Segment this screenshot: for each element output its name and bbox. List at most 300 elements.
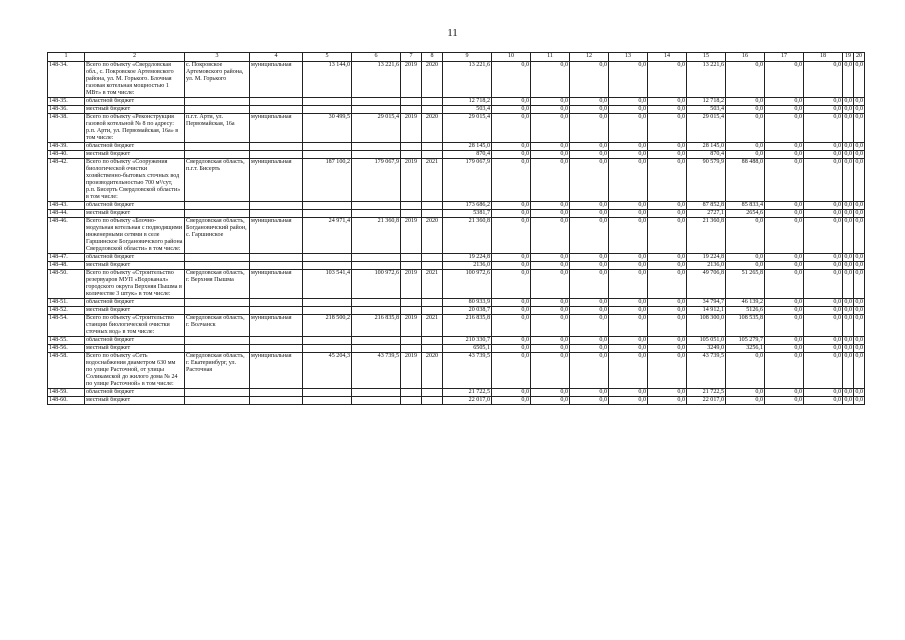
amount-cell: 0,0 [854, 218, 865, 254]
ownership-cell [250, 202, 303, 210]
amount-cell: 0,0 [648, 202, 687, 210]
amount-cell: 0,0 [855, 202, 863, 208]
amount-cell: 870,4 [687, 151, 726, 159]
budget-source-cell: местный бюджет [85, 262, 185, 270]
amount-cell [352, 299, 401, 307]
amount-cell: 0,0 [648, 218, 687, 254]
amount-cell: 43 739,5 [687, 353, 726, 389]
column-number-cell: 19 [843, 53, 854, 62]
row-number-cell: 148-51. [48, 299, 85, 307]
amount-cell [303, 98, 352, 106]
year-cell: 2019 [401, 315, 422, 337]
amount-cell: 0,0 [765, 210, 804, 218]
object-total-row [48, 114, 865, 143]
row-number-cell: 148-50. [48, 270, 85, 299]
amount-cell: 0,0 [570, 397, 609, 405]
amount-cell: 0,0 [570, 337, 609, 345]
location-cell [185, 307, 250, 315]
budget-source-cell: местный бюджет [85, 106, 185, 114]
amount-cell: 0,0 [804, 106, 843, 114]
ownership-cell [250, 389, 303, 397]
amount-cell: 870,4 [443, 151, 492, 159]
amount-cell: 0,0 [765, 270, 804, 299]
amount-cell: 21 360,8 [687, 218, 726, 254]
amount-cell: 0,0 [492, 98, 531, 106]
amount-cell: 0,0 [492, 299, 531, 307]
amount-cell [352, 262, 401, 270]
amount-cell: 0,0 [531, 270, 570, 299]
amount-cell: 0,0 [726, 254, 765, 262]
amount-cell: 5381,7 [443, 210, 492, 218]
amount-cell: 0,0 [855, 307, 863, 313]
amount-cell: 187 100,2 [303, 159, 352, 202]
ownership-cell [250, 397, 303, 405]
amount-cell: 0,0 [648, 315, 687, 337]
column-number-cell: 8 [422, 53, 443, 62]
amount-cell: 43 739,5 [443, 353, 492, 389]
amount-cell: 0,0 [648, 114, 687, 143]
year-cell [422, 397, 443, 405]
amount-cell: 19 224,8 [687, 254, 726, 262]
amount-cell: 0,0 [609, 151, 648, 159]
amount-cell: 0,0 [726, 262, 765, 270]
object-description-cell: Всего по объекту «Строительство станции биологической очистки сточных вод» в том числе: [85, 315, 185, 337]
amount-cell: 0,0 [609, 143, 648, 151]
column-number-cell: 20 [854, 53, 865, 62]
column-number-cell: 4 [250, 53, 303, 62]
year-cell [422, 262, 443, 270]
amount-cell: 0,0 [492, 114, 531, 143]
amount-cell: 0,0 [648, 345, 687, 353]
location-cell [185, 254, 250, 262]
amount-cell: 0,0 [492, 345, 531, 353]
object-total-row [48, 62, 865, 98]
amount-cell: 0,0 [765, 202, 804, 210]
location-cell: с. Покровское Артемовского района, ул. М. Горького [185, 62, 250, 98]
column-number-cell: 3 [185, 53, 250, 62]
amount-cell: 19 224,8 [443, 254, 492, 262]
year-cell [401, 143, 422, 151]
amount-cell [352, 210, 401, 218]
amount-cell [303, 299, 352, 307]
amount-cell: 6505,1 [443, 345, 492, 353]
amount-cell: 0,0 [844, 98, 852, 104]
amount-cell: 0,0 [843, 159, 854, 202]
amount-cell: 0,0 [531, 345, 570, 353]
amount-cell: 0,0 [804, 307, 843, 315]
amount-cell: 22 017,0 [443, 397, 492, 405]
amount-cell: 0,0 [570, 299, 609, 307]
location-cell: Свердловская область, Богдановичский район, с. Гаршинское [185, 218, 250, 254]
amount-cell: 0,0 [648, 106, 687, 114]
column-number-cell: 11 [531, 53, 570, 62]
amount-cell: 0,0 [726, 353, 765, 389]
amount-cell: 0,0 [492, 159, 531, 202]
amount-cell: 29 015,4 [352, 114, 401, 143]
amount-cell [303, 337, 352, 345]
amount-cell: 0,0 [843, 353, 854, 389]
amount-cell: 0,0 [765, 151, 804, 159]
amount-cell: 0,0 [855, 254, 863, 260]
budget-source-cell: местный бюджет [85, 345, 185, 353]
amount-cell: 80 933,9 [443, 299, 492, 307]
amount-cell: 0,0 [609, 254, 648, 262]
amount-cell: 0,0 [726, 389, 765, 397]
location-cell: п.г.т. Арти, ул. Первомайская, 16а [185, 114, 250, 143]
amount-cell: 0,0 [648, 262, 687, 270]
amount-cell: 0,0 [844, 210, 852, 216]
amount-cell: 0,0 [855, 106, 863, 112]
amount-cell: 0,0 [531, 62, 570, 98]
amount-cell: 0,0 [804, 299, 843, 307]
amount-cell: 0,0 [609, 210, 648, 218]
ownership-cell: муниципальная [250, 353, 303, 389]
row-number-cell: 148-55. [48, 337, 85, 345]
column-number-cell: 17 [765, 53, 804, 62]
amount-cell: 0,0 [609, 98, 648, 106]
year-cell [422, 337, 443, 345]
year-cell: 2019 [401, 353, 422, 389]
amount-cell: 503,4 [443, 106, 492, 114]
amount-cell: 0,0 [648, 307, 687, 315]
amount-cell: 0,0 [570, 151, 609, 159]
amount-cell: 0,0 [609, 353, 648, 389]
amount-cell: 173 686,2 [443, 202, 492, 210]
ownership-cell: муниципальная [250, 114, 303, 143]
amount-cell: 3249,0 [687, 345, 726, 353]
year-cell [422, 143, 443, 151]
row-number-cell: 148-59. [48, 389, 85, 397]
year-cell [401, 210, 422, 218]
amount-cell: 0,0 [765, 353, 804, 389]
amount-cell: 0,0 [648, 254, 687, 262]
amount-cell: 100 972,6 [352, 270, 401, 299]
budget-source-cell: областной бюджет [85, 143, 185, 151]
amount-cell: 0,0 [492, 270, 531, 299]
amount-cell: 0,0 [648, 151, 687, 159]
ownership-cell: муниципальная [250, 218, 303, 254]
object-description-cell: Всего по объекту «Строительство резервуаров МУП «Водоканал» городского округа Верхняя Пышма в количестве 3 штук» в том числе: [85, 270, 185, 299]
amount-cell: 0,0 [844, 202, 852, 208]
amount-cell [352, 307, 401, 315]
year-cell: 2020 [422, 62, 443, 98]
amount-cell: 0,0 [765, 254, 804, 262]
amount-cell: 3256,1 [726, 345, 765, 353]
location-cell: Свердловская область, г. Верхняя Пышма [185, 270, 250, 299]
ownership-cell: муниципальная [250, 62, 303, 98]
amount-cell: 21 722,5 [687, 389, 726, 397]
amount-cell: 2654,6 [726, 210, 765, 218]
amount-cell [352, 397, 401, 405]
amount-cell: 0,0 [570, 210, 609, 218]
budget-source-cell: местный бюджет [85, 307, 185, 315]
year-cell [401, 299, 422, 307]
amount-cell: 0,0 [844, 143, 852, 149]
amount-cell: 0,0 [531, 254, 570, 262]
amount-cell: 0,0 [804, 254, 843, 262]
amount-cell: 0,0 [804, 389, 843, 397]
amount-cell [352, 143, 401, 151]
amount-cell [352, 345, 401, 353]
amount-cell: 0,0 [765, 62, 804, 98]
year-cell [422, 151, 443, 159]
column-number-cell: 16 [726, 53, 765, 62]
year-cell [422, 106, 443, 114]
amount-cell: 0,0 [855, 143, 863, 149]
amount-cell: 29 015,4 [687, 114, 726, 143]
amount-cell: 0,0 [609, 307, 648, 315]
amount-cell [352, 98, 401, 106]
budget-source-cell: местный бюджет [85, 397, 185, 405]
page-number: 11 [447, 27, 458, 39]
ownership-cell [250, 210, 303, 218]
amount-cell: 0,0 [804, 151, 843, 159]
amount-cell: 29 015,4 [443, 114, 492, 143]
location-cell: Свердловская область, п.г.т. Бисерть [185, 159, 250, 202]
row-number-cell: 148-39. [48, 143, 85, 151]
amount-cell: 0,0 [648, 270, 687, 299]
amount-cell: 0,0 [609, 262, 648, 270]
amount-cell: 28 145,0 [443, 143, 492, 151]
year-cell [422, 98, 443, 106]
amount-cell [352, 151, 401, 159]
amount-cell: 12 718,2 [443, 98, 492, 106]
amount-cell: 103 541,4 [303, 270, 352, 299]
ownership-cell [250, 143, 303, 151]
amount-cell [303, 210, 352, 218]
year-cell [401, 254, 422, 262]
amount-cell: 90 579,9 [687, 159, 726, 202]
amount-cell: 0,0 [531, 159, 570, 202]
ownership-cell: муниципальная [250, 159, 303, 202]
year-cell [422, 389, 443, 397]
amount-cell: 0,0 [765, 218, 804, 254]
budget-source-row [48, 397, 865, 405]
amount-cell: 0,0 [855, 389, 863, 395]
amount-cell: 0,0 [492, 307, 531, 315]
amount-cell: 0,0 [531, 389, 570, 397]
row-number-cell: 148-54. [48, 315, 85, 337]
amount-cell: 0,0 [609, 218, 648, 254]
budget-source-row [48, 307, 865, 315]
amount-cell: 0,0 [854, 270, 865, 299]
budget-source-row [48, 262, 865, 270]
column-number-cell: 13 [609, 53, 648, 62]
amount-cell: 0,0 [648, 389, 687, 397]
column-number-cell: 10 [492, 53, 531, 62]
location-cell [185, 143, 250, 151]
amount-cell: 0,0 [609, 159, 648, 202]
amount-cell: 49 706,8 [687, 270, 726, 299]
year-cell [401, 337, 422, 345]
amount-cell: 0,0 [531, 353, 570, 389]
amount-cell: 210 330,7 [443, 337, 492, 345]
amount-cell: 0,0 [531, 397, 570, 405]
amount-cell: 0,0 [609, 345, 648, 353]
amount-cell: 0,0 [648, 210, 687, 218]
amount-cell: 0,0 [492, 62, 531, 98]
row-number-cell: 148-47. [48, 254, 85, 262]
ownership-cell: муниципальная [250, 315, 303, 337]
amount-cell: 0,0 [570, 106, 609, 114]
amount-cell: 0,0 [492, 262, 531, 270]
column-number-cell: 5 [303, 53, 352, 62]
amount-cell: 0,0 [726, 114, 765, 143]
amount-cell: 0,0 [765, 114, 804, 143]
year-cell: 2021 [422, 270, 443, 299]
amount-cell: 105 051,0 [687, 337, 726, 345]
amount-cell: 13 221,6 [352, 62, 401, 98]
amount-cell [303, 143, 352, 151]
amount-cell: 13 221,6 [443, 62, 492, 98]
amount-cell: 0,0 [570, 254, 609, 262]
amount-cell: 21 360,8 [443, 218, 492, 254]
location-cell [185, 389, 250, 397]
row-number-cell: 148-36. [48, 106, 85, 114]
year-cell [401, 307, 422, 315]
ownership-cell [250, 307, 303, 315]
row-number-cell: 148-35. [48, 98, 85, 106]
amount-cell [303, 307, 352, 315]
amount-cell: 2727,1 [687, 210, 726, 218]
budget-source-row [48, 202, 865, 210]
budget-source-cell: областной бюджет [85, 202, 185, 210]
amount-cell: 0,0 [765, 337, 804, 345]
object-total-row [48, 270, 865, 299]
year-cell [422, 210, 443, 218]
amount-cell: 0,0 [648, 159, 687, 202]
amount-cell: 100 972,6 [443, 270, 492, 299]
amount-cell: 0,0 [492, 210, 531, 218]
amount-cell: 45 204,3 [303, 353, 352, 389]
budget-source-row [48, 151, 865, 159]
amount-cell: 0,0 [531, 218, 570, 254]
location-cell [185, 397, 250, 405]
row-number-cell: 148-40. [48, 151, 85, 159]
amount-cell: 0,0 [844, 345, 852, 351]
amount-cell: 0,0 [804, 315, 843, 337]
location-cell [185, 106, 250, 114]
amount-cell: 0,0 [492, 315, 531, 337]
amount-cell [352, 337, 401, 345]
amount-cell: 24 971,4 [303, 218, 352, 254]
budget-source-row [48, 345, 865, 353]
year-cell: 2021 [422, 315, 443, 337]
year-cell [422, 202, 443, 210]
object-total-row [48, 315, 865, 337]
location-cell [185, 337, 250, 345]
amount-cell: 0,0 [854, 315, 865, 337]
amount-cell: 0,0 [570, 159, 609, 202]
amount-cell: 0,0 [804, 98, 843, 106]
column-number-cell: 1 [48, 53, 85, 62]
budget-source-cell: областной бюджет [85, 337, 185, 345]
ownership-cell: муниципальная [250, 270, 303, 299]
amount-cell: 0,0 [570, 202, 609, 210]
amount-cell: 0,0 [531, 210, 570, 218]
ownership-cell [250, 151, 303, 159]
amount-cell: 0,0 [844, 299, 852, 305]
amount-cell: 51 265,8 [726, 270, 765, 299]
amount-cell: 87 852,8 [687, 202, 726, 210]
row-number-cell: 148-38. [48, 114, 85, 143]
column-number-cell: 15 [687, 53, 726, 62]
amount-cell: 0,0 [855, 337, 863, 343]
amount-cell: 0,0 [854, 114, 865, 143]
amount-cell: 0,0 [854, 159, 865, 202]
amount-cell: 0,0 [804, 143, 843, 151]
amount-cell: 0,0 [570, 143, 609, 151]
amount-cell: 2136,0 [687, 262, 726, 270]
amount-cell: 30 499,5 [303, 114, 352, 143]
year-cell [401, 98, 422, 106]
object-description-cell: Всего по объекту «Блочно-модульная котельная с подводящими инженерными сетями в селе Гаршинское Богдановичского района Свердловской области» в том числе: [85, 218, 185, 254]
amount-cell: 0,0 [609, 337, 648, 345]
location-cell: Свердловская область, г. Екатеринбург, ул. Расточная [185, 353, 250, 389]
column-number-cell: 2 [85, 53, 185, 62]
location-cell [185, 202, 250, 210]
amount-cell [352, 254, 401, 262]
amount-cell [352, 202, 401, 210]
year-cell: 2019 [401, 62, 422, 98]
amount-cell [303, 202, 352, 210]
amount-cell: 0,0 [648, 98, 687, 106]
amount-cell [303, 397, 352, 405]
amount-cell [303, 389, 352, 397]
table-body [48, 53, 865, 405]
budget-source-cell: областной бюджет [85, 299, 185, 307]
amount-cell: 0,0 [855, 397, 863, 403]
amount-cell: 0,0 [492, 106, 531, 114]
amount-cell: 0,0 [531, 307, 570, 315]
amount-cell: 0,0 [765, 98, 804, 106]
amount-cell: 0,0 [804, 62, 843, 98]
amount-cell: 2136,0 [443, 262, 492, 270]
year-cell [401, 202, 422, 210]
amount-cell: 0,0 [844, 254, 852, 260]
ownership-cell [250, 106, 303, 114]
object-description-cell: Всего по объекту «Сеть водоснабжения диаметром 630 мм по улице Расточной, от улицы Соликамской до жилого дома № 24 по улице Расточной» в том числе: [85, 353, 185, 389]
amount-cell: 0,0 [531, 299, 570, 307]
amount-cell: 85 833,4 [726, 202, 765, 210]
investment-table [47, 52, 865, 405]
amount-cell [303, 345, 352, 353]
amount-cell: 0,0 [531, 114, 570, 143]
amount-cell: 0,0 [570, 114, 609, 143]
amount-cell: 0,0 [844, 151, 852, 157]
amount-cell: 0,0 [804, 159, 843, 202]
amount-cell: 0,0 [648, 62, 687, 98]
amount-cell: 0,0 [804, 202, 843, 210]
amount-cell: 0,0 [804, 337, 843, 345]
budget-source-row [48, 106, 865, 114]
object-description-cell: Всего по объекту «Реконструкция газовой котельной № 8 по адресу: р.п. Арти, ул. Первомайская, 16а» в том числе: [85, 114, 185, 143]
amount-cell [352, 389, 401, 397]
amount-cell: 0,0 [570, 353, 609, 389]
amount-cell: 0,0 [765, 159, 804, 202]
year-cell: 2019 [401, 270, 422, 299]
amount-cell: 0,0 [570, 345, 609, 353]
year-cell [401, 151, 422, 159]
amount-cell: 0,0 [531, 262, 570, 270]
year-cell [422, 307, 443, 315]
year-cell: 2020 [422, 218, 443, 254]
amount-cell: 0,0 [492, 218, 531, 254]
amount-cell: 14 912,1 [687, 307, 726, 315]
row-number-cell: 148-48. [48, 262, 85, 270]
amount-cell: 0,0 [570, 62, 609, 98]
amount-cell: 0,0 [492, 151, 531, 159]
